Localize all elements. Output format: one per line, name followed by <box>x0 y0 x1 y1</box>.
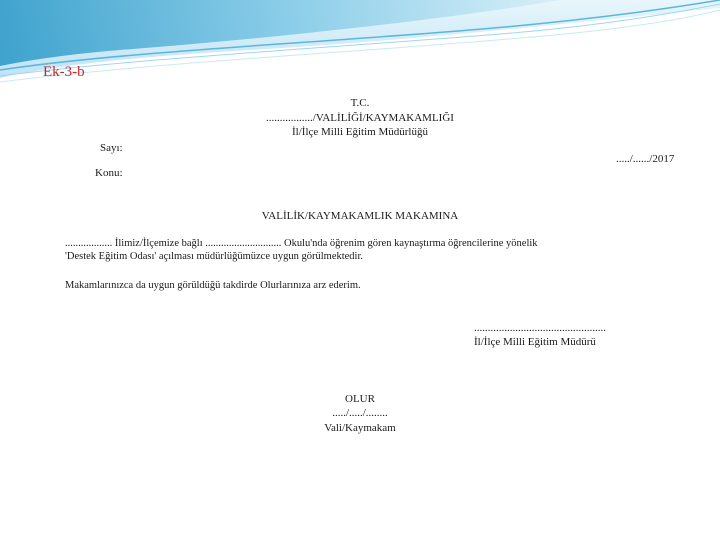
paragraph-line-2: 'Destek Eğitim Odası' açılması müdürlüğümüzce uygun görülmektedir. <box>65 251 364 262</box>
signatory-title: İl/İlçe Milli Eğitim Müdürü <box>474 336 596 348</box>
document-date: ...../....../2017 <box>616 153 675 165</box>
annex-label: Ek-3-b <box>43 64 85 80</box>
header-wave-banner <box>0 0 720 90</box>
approval-olur: OLUR <box>345 393 375 405</box>
signature-dots: ................................................ <box>474 322 606 334</box>
paragraph-line-1: .................. İlimiz/İlçemize bağlı ............................. Okulu'nda öğrenim gören kaynaştırma öğrencilerine yönelik <box>65 238 538 249</box>
closing-sentence: Makamlarınızca da uygun görüldüğü takdirde Olurlarınıza arz ederim. <box>65 280 361 291</box>
letterhead-tc: T.C. <box>350 97 370 109</box>
letterhead-directorate: İl/İlçe Milli Eğitim Müdürlüğü <box>292 126 428 138</box>
konu-label: Konu: <box>95 167 123 179</box>
addressee: VALİLİK/KAYMAKAMLIK MAKAMINA <box>261 210 459 222</box>
approval-title: Vali/Kaymakam <box>324 422 396 434</box>
letterhead-governorship: ................./VALİLİĞİ/KAYMAKAMLIĞI <box>266 112 454 124</box>
sayi-label: Sayı: <box>100 142 123 154</box>
approval-date: ...../...../........ <box>332 407 388 419</box>
